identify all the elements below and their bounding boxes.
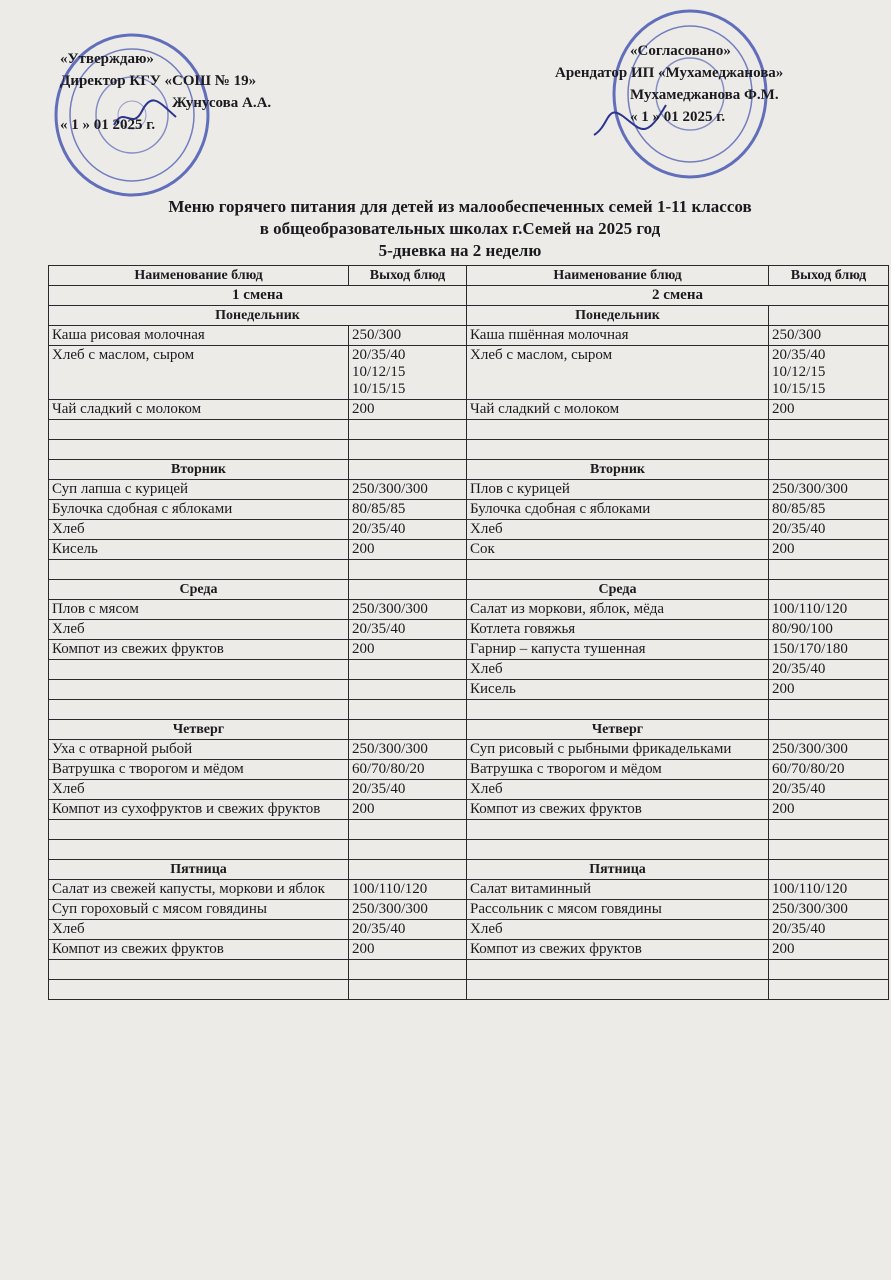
output-cell: 200	[769, 680, 889, 700]
dish-cell: Хлеб	[467, 660, 769, 680]
empty-cell	[467, 440, 769, 460]
header-dish-2: Наименование блюд	[467, 266, 769, 286]
empty-cell	[349, 980, 467, 1000]
output-cell: 20/35/40 10/12/15 10/15/15	[769, 346, 889, 400]
shift-2-label: 2 смена	[467, 286, 889, 306]
dish-cell: Плов с курицей	[467, 480, 769, 500]
empty-cell	[349, 460, 467, 480]
dish-cell: Сок	[467, 540, 769, 560]
empty-cell	[769, 860, 889, 880]
empty-cell	[769, 820, 889, 840]
title-line-1: Меню горячего питания для детей из малообеспеченных семей 1-11 классов	[168, 197, 752, 216]
dish-cell: Гарнир – капуста тушенная	[467, 640, 769, 660]
output-cell: 200	[769, 540, 889, 560]
empty-cell	[467, 840, 769, 860]
output-cell: 250/300/300	[349, 900, 467, 920]
dish-cell: Чай сладкий с молоком	[467, 400, 769, 420]
output-cell: 20/35/40	[769, 520, 889, 540]
output-cell: 250/300/300	[769, 740, 889, 760]
empty-cell	[49, 980, 349, 1000]
agreement-date: « 1 » 01 2025 г.	[630, 109, 726, 125]
table-row	[49, 520, 889, 540]
empty-row	[49, 560, 889, 580]
table-row	[49, 326, 889, 346]
output-cell: 250/300/300	[349, 600, 467, 620]
empty-row	[49, 840, 889, 860]
output-cell: 20/35/40	[349, 780, 467, 800]
table-row	[49, 780, 889, 800]
output-cell: 200	[349, 940, 467, 960]
day-row	[49, 720, 889, 740]
dish-cell: Ватрушка с творогом и мёдом	[49, 760, 349, 780]
dish-cell: Салат из моркови, яблок, мёда	[467, 600, 769, 620]
empty-cell	[349, 860, 467, 880]
dish-cell: Хлеб	[467, 780, 769, 800]
table-row	[49, 940, 889, 960]
output-cell: 20/35/40	[769, 920, 889, 940]
dish-cell: Котлета говяжья	[467, 620, 769, 640]
empty-cell	[49, 420, 349, 440]
output-cell: 20/35/40	[349, 920, 467, 940]
agreement-position: Арендатор ИП «Мухамеджанова»	[555, 65, 784, 81]
empty-cell	[467, 820, 769, 840]
day-label-shift-1: Среда	[49, 580, 349, 600]
empty-cell	[349, 420, 467, 440]
empty-cell	[49, 960, 349, 980]
agreement-label: «Согласовано»	[630, 43, 731, 59]
agreement-block	[555, 40, 783, 128]
empty-cell	[49, 840, 349, 860]
output-cell: 250/300	[769, 326, 889, 346]
empty-row	[49, 820, 889, 840]
output-cell: 250/300/300	[769, 480, 889, 500]
day-label-shift-1: Пятница	[49, 860, 349, 880]
dish-cell: Кисель	[49, 540, 349, 560]
empty-cell	[349, 960, 467, 980]
output-cell: 200	[349, 640, 467, 660]
empty-cell	[349, 820, 467, 840]
output-cell: 60/70/80/20	[349, 760, 467, 780]
shift-1-label: 1 смена	[49, 286, 467, 306]
dish-cell: Рассольник с мясом говядины	[467, 900, 769, 920]
output-cell: 20/35/40	[769, 660, 889, 680]
day-label-shift-1: Понедельник	[49, 306, 467, 326]
output-cell: 250/300/300	[349, 740, 467, 760]
output-cell: 150/170/180	[769, 640, 889, 660]
empty-cell	[769, 306, 889, 326]
dish-cell: Хлеб с маслом, сыром	[49, 346, 349, 400]
table-row	[49, 600, 889, 620]
empty-cell	[769, 960, 889, 980]
empty-cell	[769, 720, 889, 740]
approval-date: « 1 » 01 2025 г.	[60, 117, 156, 133]
dish-cell: Хлеб	[49, 920, 349, 940]
dish-cell: Компот из свежих фруктов	[467, 800, 769, 820]
header-output-2: Выход блюд	[769, 266, 889, 286]
table-row	[49, 540, 889, 560]
output-cell: 80/85/85	[349, 500, 467, 520]
output-cell: 100/110/120	[349, 880, 467, 900]
day-label-shift-2: Пятница	[467, 860, 769, 880]
approval-block	[60, 48, 271, 136]
output-cell: 80/85/85	[769, 500, 889, 520]
dish-cell: Ватрушка с творогом и мёдом	[467, 760, 769, 780]
table-row	[49, 660, 889, 680]
dish-cell: Компот из свежих фруктов	[49, 940, 349, 960]
output-cell: 200	[349, 540, 467, 560]
empty-cell	[349, 560, 467, 580]
dish-cell: Салат витаминный	[467, 880, 769, 900]
output-cell: 250/300/300	[769, 900, 889, 920]
empty-cell	[49, 820, 349, 840]
table-row	[49, 880, 889, 900]
dish-cell: Чай сладкий с молоком	[49, 400, 349, 420]
empty-cell	[467, 420, 769, 440]
output-cell: 200	[349, 400, 467, 420]
dish-cell: Суп лапша с курицей	[49, 480, 349, 500]
empty-cell	[769, 840, 889, 860]
dish-cell: Компот из сухофруктов и свежих фруктов	[49, 800, 349, 820]
output-cell: 60/70/80/20	[769, 760, 889, 780]
empty-cell	[349, 440, 467, 460]
table-row	[49, 740, 889, 760]
empty-cell	[349, 580, 467, 600]
empty-cell	[769, 700, 889, 720]
agreement-name: Мухамеджанова Ф.М.	[630, 87, 779, 103]
header-output-1: Выход блюд	[349, 266, 467, 286]
day-label-shift-2: Вторник	[467, 460, 769, 480]
approval-position: Директор КГУ «СОШ № 19»	[60, 73, 257, 89]
table-row	[49, 760, 889, 780]
table-row	[49, 500, 889, 520]
table-row	[49, 346, 889, 400]
day-label-shift-2: Четверг	[467, 720, 769, 740]
day-row	[49, 306, 889, 326]
output-cell: 100/110/120	[769, 600, 889, 620]
empty-row	[49, 420, 889, 440]
empty-row	[49, 960, 889, 980]
output-cell: 20/35/40	[349, 520, 467, 540]
approval-name: Жунусова А.А.	[172, 95, 272, 111]
output-cell: 250/300	[349, 326, 467, 346]
table-row	[49, 920, 889, 940]
day-row	[49, 460, 889, 480]
empty-cell	[49, 440, 349, 460]
table-row	[49, 900, 889, 920]
day-row	[49, 860, 889, 880]
empty-row	[49, 700, 889, 720]
dish-cell: Компот из свежих фруктов	[467, 940, 769, 960]
empty-row	[49, 980, 889, 1000]
output-cell: 200	[769, 940, 889, 960]
dish-cell: Хлеб	[49, 780, 349, 800]
dish-cell: Салат из свежей капусты, моркови и яблок	[49, 880, 349, 900]
dish-cell: Хлеб с маслом, сыром	[467, 346, 769, 400]
empty-cell	[49, 700, 349, 720]
dish-cell: Хлеб	[49, 520, 349, 540]
day-row	[49, 580, 889, 600]
empty-cell	[769, 980, 889, 1000]
empty-cell	[349, 840, 467, 860]
approval-label: «Утверждаю»	[60, 51, 154, 67]
table-row	[49, 640, 889, 660]
title-line-2: в общеобразовательных школах г.Семей на 2025 год	[259, 219, 661, 238]
empty-cell	[769, 580, 889, 600]
table-header-row	[49, 266, 889, 286]
dish-cell: Суп гороховый с мясом говядины	[49, 900, 349, 920]
dish-cell: Уха с отварной рыбой	[49, 740, 349, 760]
dish-cell	[49, 660, 349, 680]
dish-cell: Каша рисовая молочная	[49, 326, 349, 346]
document-title	[60, 196, 860, 262]
empty-cell	[769, 420, 889, 440]
output-cell: 20/35/40 10/12/15 10/15/15	[349, 346, 467, 400]
dish-cell: Кисель	[467, 680, 769, 700]
empty-cell	[467, 960, 769, 980]
output-cell: 200	[769, 400, 889, 420]
table-row	[49, 620, 889, 640]
output-cell: 200	[349, 800, 467, 820]
dish-cell: Хлеб	[49, 620, 349, 640]
output-cell: 100/110/120	[769, 880, 889, 900]
dish-cell: Булочка сдобная с яблоками	[467, 500, 769, 520]
dish-cell: Хлеб	[467, 520, 769, 540]
dish-cell	[49, 680, 349, 700]
output-cell: 80/90/100	[769, 620, 889, 640]
table-row	[49, 800, 889, 820]
dish-cell: Компот из свежих фруктов	[49, 640, 349, 660]
title-line-3: 5-дневка на 2 неделю	[378, 241, 542, 260]
output-cell	[349, 680, 467, 700]
output-cell: 20/35/40	[769, 780, 889, 800]
menu-table	[48, 265, 889, 1000]
empty-cell	[467, 560, 769, 580]
empty-cell	[349, 700, 467, 720]
day-label-shift-2: Понедельник	[467, 306, 769, 326]
dish-cell: Хлеб	[467, 920, 769, 940]
output-cell: 20/35/40	[349, 620, 467, 640]
empty-cell	[349, 720, 467, 740]
header-dish-1: Наименование блюд	[49, 266, 349, 286]
output-cell: 250/300/300	[349, 480, 467, 500]
day-label-shift-2: Среда	[467, 580, 769, 600]
empty-cell	[467, 980, 769, 1000]
empty-cell	[769, 440, 889, 460]
empty-row	[49, 440, 889, 460]
dish-cell: Булочка сдобная с яблоками	[49, 500, 349, 520]
day-label-shift-1: Четверг	[49, 720, 349, 740]
table-row	[49, 680, 889, 700]
table-row	[49, 400, 889, 420]
empty-cell	[769, 460, 889, 480]
output-cell: 200	[769, 800, 889, 820]
empty-cell	[49, 560, 349, 580]
day-label-shift-1: Вторник	[49, 460, 349, 480]
table-row	[49, 480, 889, 500]
output-cell	[349, 660, 467, 680]
dish-cell: Плов с мясом	[49, 600, 349, 620]
shift-row	[49, 286, 889, 306]
dish-cell: Каша пшённая молочная	[467, 326, 769, 346]
dish-cell: Суп рисовый с рыбными фрикадельками	[467, 740, 769, 760]
empty-cell	[769, 560, 889, 580]
empty-cell	[467, 700, 769, 720]
